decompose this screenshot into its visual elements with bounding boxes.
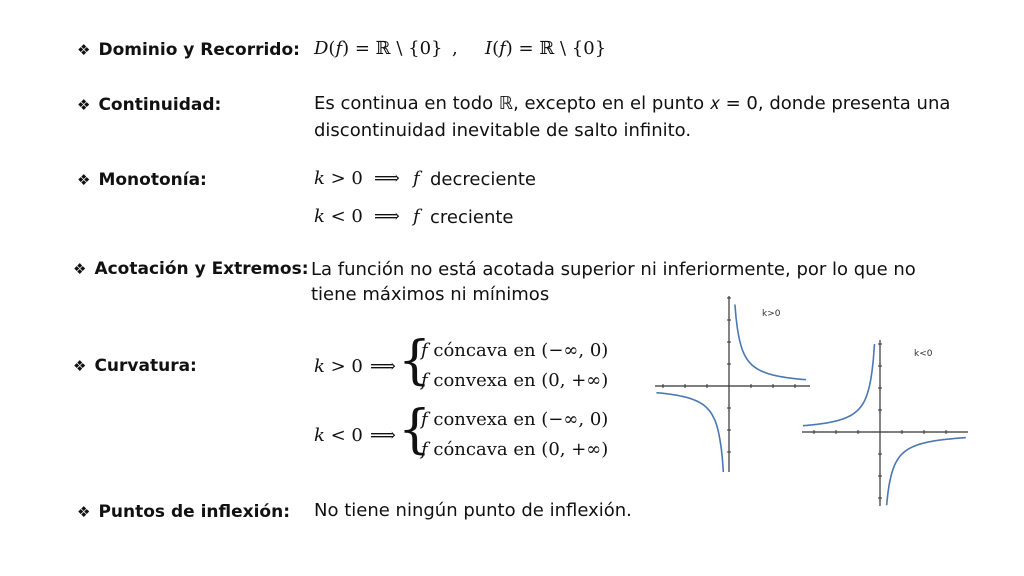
implies-arrow-icon: ⟹: [370, 425, 396, 446]
section-inflexion-label: [77, 502, 290, 522]
section-dominio-label: [77, 40, 300, 60]
left-brace-icon: {: [398, 400, 432, 460]
monotonia-case2-result: creciente: [430, 207, 514, 228]
acotacion-label-text: Acotación y Extremos:: [94, 259, 309, 279]
acotacion-text-line1: La función no está acotada superior ni inferiormente, por lo que no: [311, 259, 916, 280]
acotacion-text-line2: tiene máximos ni mínimos: [311, 284, 550, 305]
axes: [655, 296, 810, 472]
section-acotacion-label: [73, 259, 309, 279]
monotonia-case2-condition: 𝑘 < 0: [314, 206, 363, 227]
implies-arrow-icon: ⟹: [374, 168, 400, 189]
left-brace-icon: {: [398, 331, 432, 391]
implies-arrow-icon: ⟹: [374, 206, 400, 227]
curvatura-case1-condition: 𝑘 > 0: [314, 356, 363, 377]
hyperbola-branch-left: [656, 393, 723, 472]
diamond-bullet-icon: ❖: [77, 503, 91, 521]
section-continuidad-label: [77, 95, 221, 115]
diamond-bullet-icon: ❖: [77, 41, 91, 59]
graph-k-positive-label: k>0: [762, 309, 781, 319]
hyperbola-branch-left: [803, 344, 875, 426]
inflexion-label-text: Puntos de inflexión:: [98, 502, 291, 522]
diamond-bullet-icon: ❖: [77, 171, 91, 189]
monotonia-case1-f: 𝑓: [413, 168, 420, 189]
dominio-separator: ,: [452, 38, 458, 59]
curvatura-case2-condition: 𝑘 < 0: [314, 425, 363, 446]
section-curvatura-label: [73, 356, 197, 376]
monotonia-case2-f: 𝑓: [413, 206, 420, 227]
curvatura-label-text: Curvatura:: [94, 356, 197, 376]
monotonia-case1-condition: 𝑘 > 0: [314, 168, 363, 189]
continuidad-label-text: Continuidad:: [98, 95, 222, 115]
curvatura-case2-line2: 𝑓 cóncava en (0, +∞): [421, 439, 609, 460]
curvatura-case2-line1: 𝑓 convexa en (−∞, 0): [421, 409, 609, 430]
graph-k-negative-label: k<0: [914, 349, 933, 359]
domain-expression: 𝐷(𝑓) = ℝ \ {0}: [314, 38, 443, 59]
monotonia-label-text: Monotonía:: [98, 170, 207, 190]
continuidad-text-line2: discontinuidad inevitable de salto infinito.: [314, 120, 692, 141]
diamond-bullet-icon: ❖: [73, 260, 87, 278]
graph-k-positive: [655, 296, 810, 472]
diamond-bullet-icon: ❖: [77, 96, 91, 114]
section-monotonia-label: [77, 170, 207, 190]
inflexion-text: No tiene ningún punto de inflexión.: [314, 500, 632, 521]
implies-arrow-icon: ⟹: [370, 356, 396, 377]
hyperbola-branch-right: [887, 438, 966, 506]
acotacion-text: [311, 257, 941, 307]
dominio-label-text: Dominio y Recorrido:: [98, 40, 300, 60]
continuidad-text-line1: Es continua en todo ℝ, excepto en el punto 𝑥 = 0, donde presenta una: [314, 93, 951, 114]
graph-k-negative: [802, 340, 968, 506]
diamond-bullet-icon: ❖: [73, 357, 87, 375]
range-expression: 𝐼(𝑓) = ℝ \ {0}: [485, 38, 607, 59]
monotonia-case1-result: decreciente: [430, 169, 536, 190]
curvatura-case1-line2: 𝑓 convexa en (0, +∞): [421, 370, 609, 391]
curvatura-case1-line1: 𝑓 cóncava en (−∞, 0): [421, 340, 609, 361]
